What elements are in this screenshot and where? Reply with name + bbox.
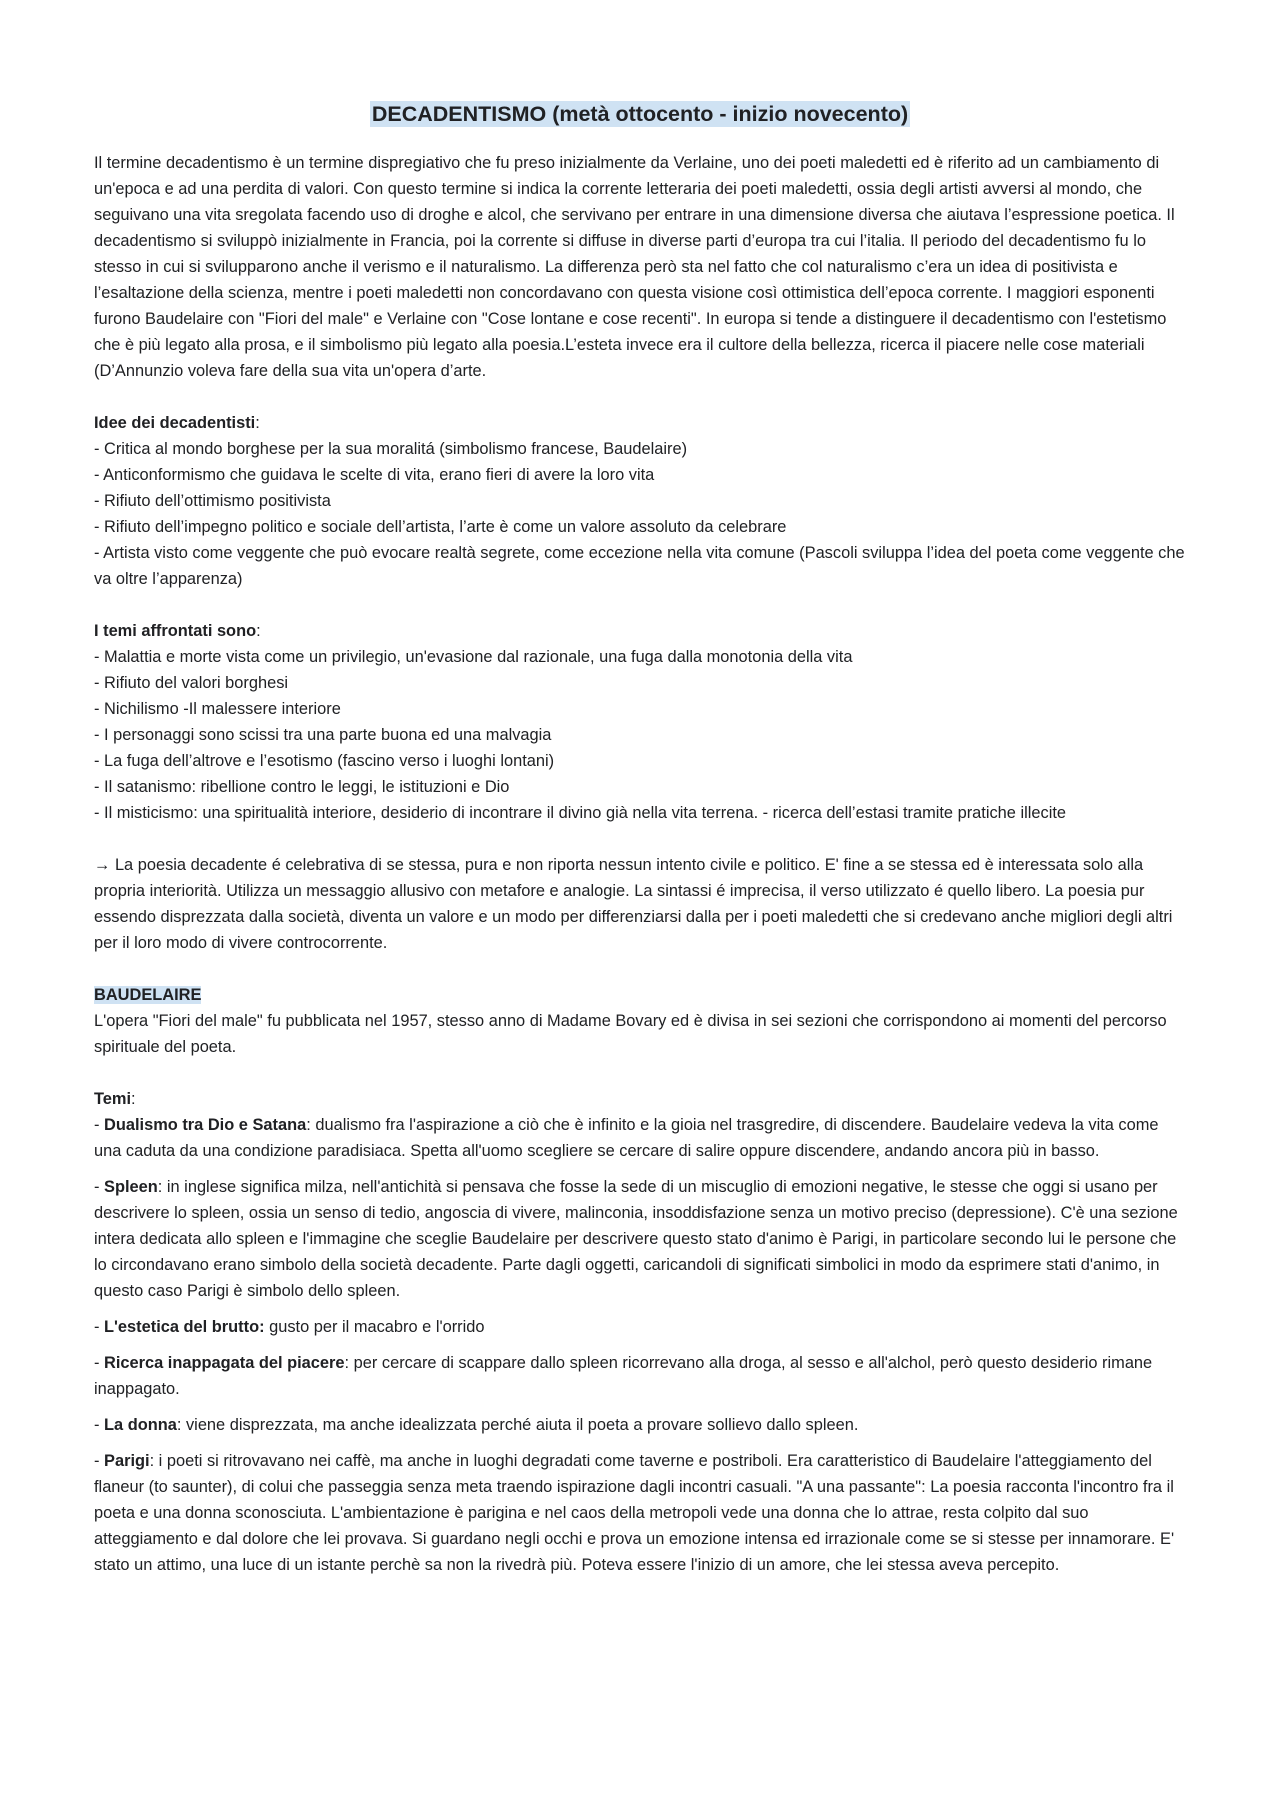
baudelaire-heading-text: BAUDELAIRE xyxy=(94,986,202,1004)
list-item: - Critica al mondo borghese per la sua moralitá (simbolismo francese, Baudelaire) xyxy=(94,440,688,458)
tema-item: - L'estetica del brutto: gusto per il macabro e l'orrido xyxy=(94,1318,485,1336)
tema-text: : viene disprezzata, ma anche idealizzata perché aiuta il poeta a provare sollievo dallo spleen. xyxy=(176,1416,859,1434)
list-item: - Anticonformismo che guidava le scelte di vita, erano fieri di avere la loro vita xyxy=(94,466,655,484)
tema-label: La donna xyxy=(104,1416,177,1434)
idee-heading: Idee dei decadentisti: xyxy=(94,414,260,432)
tema-item: - Parigi: i poeti si ritrovavano nei caffè, ma anche in luoghi degradati come taverne e postriboli. Era caratteristico di Baudelaire l'atteggiamento del flaneur (to saunter), di colui che passeggia senza meta traendo ispirazione dagli incontri casuali. "A una passante": La poesia racconta l'incontro fra il poeta e una donna sconosciuta. L'ambientazione è parigina e nel caos della metropoli vede una donna che lo attrae, resta colpito dal suo atteggiamento e dal dolore che lei provava. Si guardano negli occhi e prova un emozione intensa ed irrazionale come se si stesse per innamorare. E' stato un attimo, una luce di un istante perchè sa non la rivedrà più. Poteva essere l'inizio di un amore, che lei stessa aveva percepito. xyxy=(94,1452,1175,1574)
tema-text: gusto per il macabro e l'orrido xyxy=(264,1318,485,1336)
tema-item: - Spleen: in inglese significa milza, nell'antichità si pensava che fosse la sede di un miscuglio di emozioni negative, le stesse che oggi si usano per descrivere lo spleen, ossia un senso di tedio, angoscia di vivere, malinconia, insoddisfazione senza un motivo preciso (depressione). C'è una sezione intera dedicata allo spleen e l'immagine che sceglie Baudelaire per descrivere questo stato d'animo è Parigi, in particolare secondo lui le persone che lo circondavano erano simbolo della società decadente. Parte dagli oggetti, caricandoli di significati simbolici in modo da esprimere stati d'animo, in questo caso Parigi è simbolo dello spleen. xyxy=(94,1178,1178,1300)
list-item: - Il misticismo: una spiritualità interiore, desiderio di incontrare il divino già nella vita terrena. - ricerca dell’estasi tramite pratiche illecite xyxy=(94,804,1067,822)
tema-label: L'estetica del brutto: xyxy=(104,1318,265,1336)
temi-affrontati-heading-text: I temi affrontati sono xyxy=(94,622,257,640)
baudelaire-heading xyxy=(94,982,1186,1008)
baudelaire-intro: L'opera "Fiori del male" fu pubblicata nel 1957, stesso anno di Madame Bovary ed è divisa in sei sezioni che corrispondono ai momenti del percorso spirituale del poeta. xyxy=(94,1012,1167,1056)
temi-heading-text: Temi xyxy=(94,1090,132,1108)
temi-affrontati-heading: I temi affrontati sono: xyxy=(94,622,261,640)
list-item: - Artista visto come veggente che può evocare realtà segrete, come eccezione nella vita comune (Pascoli sviluppa l’idea del poeta come veggente che va oltre l’apparenza) xyxy=(94,544,1185,588)
tema-label: Spleen xyxy=(104,1178,158,1196)
list-item: - I personaggi sono scissi tra una parte buona ed una malvagia xyxy=(94,726,552,744)
poesia-paragraph: → La poesia decadente é celebrativa di se stessa, pura e non riporta nessun intento civile e politico. E' fine a se stessa ed è interessata solo alla propria interiorità. Utilizza un messaggio allusivo con metafore e analogie. La sintassi é imprecisa, il verso utilizzato é quello libero. La poesia pur essendo disprezzata dalla società, diventa un valore e un modo per differenziarsi dalla per i poeti maledetti che si credevano anche migliori degli altri per il loro modo di vivere controcorrente. xyxy=(94,856,1173,952)
list-item: - Malattia e morte vista come un privilegio, un'evasione dal razionale, una fuga dalla monotonia della vita xyxy=(94,648,853,666)
tema-text: : per cercare di scappare dallo spleen ricorrevano alla droga, al sesso e all'alchol, però questo desiderio rimane inappagato. xyxy=(94,1354,1153,1398)
tema-item: - Dualismo tra Dio e Satana: dualismo fra l'aspirazione a ciò che è infinito e la gioia nel trasgredire, di discendere. Baudelaire vedeva la vita come una caduta da una condizione paradisiaca. Spetta all'uomo scegliere se cercare di salire oppure discendere, andando ancora più in basso. xyxy=(94,1116,1159,1160)
document-page xyxy=(94,100,1186,1578)
idee-heading-text: Idee dei decadentisti xyxy=(94,414,256,432)
tema-label: Parigi xyxy=(104,1452,150,1470)
tema-text: : dualismo fra l'aspirazione a ciò che è infinito e la gioia nel trasgredire, di discendere. Baudelaire vedeva la vita come una caduta da una condizione paradisiaca. Spetta all'uomo scegliere se cercare di salire oppure discendere, andando ancora più in basso. xyxy=(94,1116,1159,1160)
tema-text: : in inglese significa milza, nell'antichità si pensava che fosse la sede di un miscuglio di emozioni negative, le stesse che oggi si usano per descrivere lo spleen, ossia un senso di tedio, angoscia di vivere, malinconia, insoddisfazione senza un motivo preciso (depressione). C'è una sezione intera dedicata allo spleen e l'immagine che sceglie Baudelaire per descrivere questo stato d'animo è Parigi, in particolare secondo lui le persone che lo circondavano erano simbolo della società decadente. Parte dagli oggetti, caricandoli di significati simbolici in modo da esprimere stati d'animo, in questo caso Parigi è simbolo dello spleen. xyxy=(94,1178,1178,1300)
tema-label: Dualismo tra Dio e Satana xyxy=(104,1116,307,1134)
title-text: DECADENTISMO (metà ottocento - inizio novecento) xyxy=(371,102,909,126)
list-item: - Rifiuto dell’ottimismo positivista xyxy=(94,492,331,510)
tema-label: Ricerca inappagata del piacere xyxy=(104,1354,345,1372)
tema-item: - La donna: viene disprezzata, ma anche idealizzata perché aiuta il poeta a provare sollievo dallo spleen. xyxy=(94,1416,859,1434)
intro-paragraph: Il termine decadentismo è un termine dispregiativo che fu preso inizialmente da Verlaine, uno dei poeti maledetti ed è riferito ad un cambiamento di un'epoca e ad una perdita di valori. Con questo termine si indica la corrente letteraria dei poeti maledetti, ossia degli artisti avversi al mondo, che seguivano una vita sregolata facendo uso di droghe e alcol, che servivano per entrare in una dimensione diversa che aiutava l’espressione poetica. Il decadentismo si sviluppò inizialmente in Francia, poi la corrente si diffuse in diverse parti d’europa tra cui l’italia. Il periodo del decadentismo fu lo stesso in cui si svilupparono anche il verismo e il naturalismo. La differenza però sta nel fatto che col naturalismo c’era un idea di positivista e l’esaltazione della scienza, mentre i poeti maledetti non concordavano con questa visione così ottimistica dell’epoca corrente. I maggiori esponenti furono Baudelaire con "Fiori del male" e Verlaine con "Cose lontane e cose recenti". In europa si tende a distinguere il decadentismo con l'estetismo che è più legato alla prosa, e il simbolismo più legato alla poesia.L’esteta invece era il cultore della bellezza, ricerca il piacere nelle cose materiali (D’Annunzio voleva fare della sua vita un'opera d’arte. xyxy=(94,154,1175,380)
list-item: - Il satanismo: ribellione contro le leggi, le istituzioni e Dio xyxy=(94,778,510,796)
temi-heading: Temi: xyxy=(94,1090,136,1108)
page-title xyxy=(94,100,1186,128)
list-item: - La fuga dell’altrove e l’esotismo (fascino verso i luoghi lontani) xyxy=(94,752,555,770)
tema-text: : i poeti si ritrovavano nei caffè, ma anche in luoghi degradati come taverne e postriboli. Era caratteristico di Baudelaire l'atteggiamento del flaneur (to saunter), di colui che passeggia senza meta traendo ispirazione dagli incontri casuali. "A una passante": La poesia racconta l'incontro fra il poeta e una donna sconosciuta. L'ambientazione è parigina e nel caos della metropoli vede una donna che lo attrae, resta colpito dal suo atteggiamento e dal dolore che lei provava. Si guardano negli occhi e prova un emozione intensa ed irrazionale come se si stesse per innamorare. E' stato un attimo, una luce di un istante perchè sa non la rivedrà più. Poteva essere l'inizio di un amore, che lei stessa aveva percepito. xyxy=(94,1452,1175,1574)
tema-item: - Ricerca inappagata del piacere: per cercare di scappare dallo spleen ricorrevano alla droga, al sesso e all'alchol, però questo desiderio rimane inappagato. xyxy=(94,1354,1153,1398)
list-item: - Nichilismo -Il malessere interiore xyxy=(94,700,341,718)
list-item: - Rifiuto dell’impegno politico e sociale dell’artista, l’arte è come un valore assoluto da celebrare xyxy=(94,518,787,536)
list-item: - Rifiuto del valori borghesi xyxy=(94,674,289,692)
